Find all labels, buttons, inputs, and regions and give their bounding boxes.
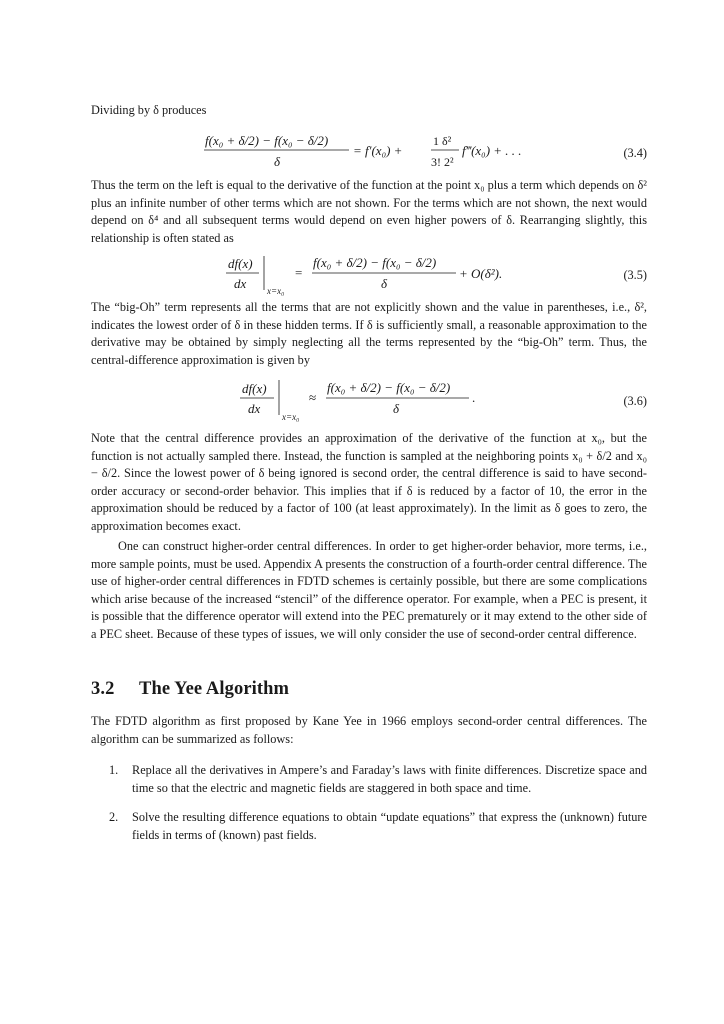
eq34-rhs-b: f‴(x₀) + . . . [462,143,522,158]
list-item [91,809,647,844]
eq35-lhs-den: dx [234,276,247,291]
eq36-denominator: δ [393,401,400,416]
eq34-numerator: f(x₀ + δ/2) − f(x₀ − δ/2) [205,133,329,148]
equation-3-4 [91,130,647,174]
equation-number-3-5: (3.5) [623,268,647,282]
paragraph-2: The “big-Oh” term represents all the terms that are not explicitly shown and the value in parentheses, i.e., δ², indicates the lowest order of δ in these hidden terms. If δ is sufficiently small, a reasonable approximation to the derivative may be obtained by simply neglecting all the terms represented by the “big-Oh” term. Thus, the central-difference approximation is given by [91,300,647,367]
section-heading [91,679,289,700]
eq34-rhs-a: = f′(x₀) + [353,143,403,158]
equation-3-5 [91,252,647,296]
paragraph-4: One can construct higher-order central differences. In order to get higher-order behavior, more terms, i.e., more sample points, must be used. Appendix A presents the construction of a fourth-order central difference. The use of higher-order central differences in FDTD schemes is certainly possible, but there are some complications which arise because of the increased “stencil” of the difference operator. For example, when a PEC is present, it is possible that the difference operator will extend into the PEC prematurely or it may extend to the other side of a PEC sheet. Because of these types of issues, we will only consider the use of second-order central difference. [91,539,647,641]
intro-paragraph: Dividing by δ produces [91,103,207,117]
equation-3-6-formula [91,376,647,422]
algorithm-steps-list [91,762,647,856]
paragraph-5: The FDTD algorithm as first proposed by Kane Yee in 1966 employs second-order central differences. The algorithm can be summarized as follows: [91,714,647,746]
eq34-coef-num: 1 δ² [433,134,452,148]
equation-number-3-6: (3.6) [623,394,647,408]
equation-number-3-4: (3.4) [623,146,647,160]
eq35-relation: = [295,265,303,280]
eq36-tail: . [472,390,476,405]
eq36-relation: ≈ [309,390,317,405]
eq35-tail: + O(δ²). [459,266,503,281]
section-number: 3.2 [91,679,115,699]
eq36-numerator: f(x₀ + δ/2) − f(x₀ − δ/2) [327,380,451,395]
eq35-numerator: f(x₀ + δ/2) − f(x₀ − δ/2) [313,255,437,270]
section-title: The Yee Algorithm [139,679,290,699]
eq36-lhs-num: df(x) [242,381,267,396]
list-item-number: 2. [109,810,119,825]
list-item-text: Solve the resulting difference equations to obtain “update equations” that express the (unknown) future fields in terms of (known) past fields. [132,810,647,842]
paragraph-3: Note that the central difference provides an approximation of the derivative of the function at x₀, but the function is not actually sampled there. Instead, the function is sampled at the neighboring points x₀ + δ/2 and x₀ − δ/2. Since the lowest power of δ being ignored is second order, the central difference is said to have second-order accuracy or second-order behavior. This implies that if δ is reduced by a factor of 10, the error in the approximation should be reduced by a factor of 100 (at least approximately). In the limit as δ goes to zero, the approximation becomes exact. [91,431,647,533]
eq35-denominator: δ [381,276,388,291]
eq35-lhs-num: df(x) [228,256,253,271]
paragraph-1: Thus the term on the left is equal to the derivative of the function at the point x₀ plus a term which depends on δ² plus an infinite number of other terms which are not shown. For the terms which are not shown, the next would depend on δ⁴ and all subsequent terms would depend on even higher powers of δ. Rearranging slightly, this relationship is often stated as [91,178,647,245]
equation-3-5-formula [91,252,647,296]
list-item-text: Replace all the derivatives in Ampere’s and Faraday’s laws with finite differences. Discretize space and time so that the electric and magnetic fields are staggered in both space and time. [132,763,647,795]
eq35-eval-point: x=x₀ [267,286,285,296]
eq34-coef-den: 3! 2² [431,155,454,169]
eq36-eval-point: x=x₀ [282,412,300,422]
eq34-denominator: δ [274,154,281,169]
list-item [91,762,647,797]
equation-3-4-formula [91,130,647,174]
eq36-lhs-den: dx [248,401,261,416]
list-item-number: 1. [109,763,119,777]
equation-3-6 [91,376,647,422]
